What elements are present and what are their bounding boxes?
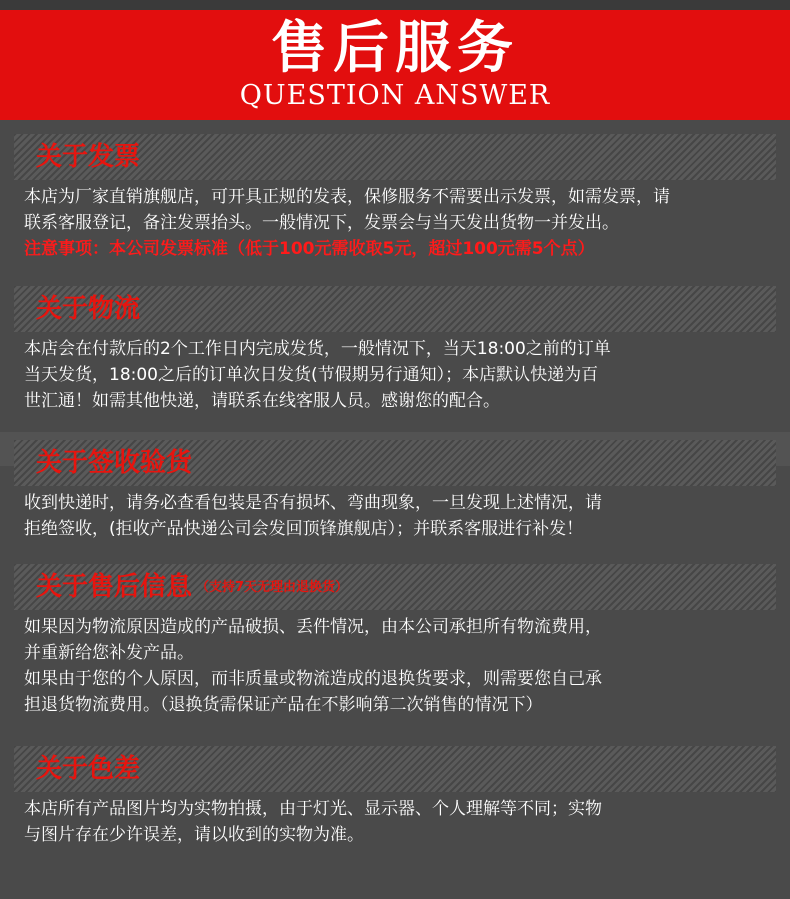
section-body <box>24 796 772 848</box>
section-title: 关于发票 <box>36 142 141 172</box>
body-line: 本店为厂家直销旗舰店，可开具正规的发表，保修服务不需要出示发票，如需发票，请 <box>24 187 670 207</box>
section-header <box>14 440 776 486</box>
section-header <box>14 286 776 332</box>
body-line: 担退货物流费用。（退换货需保证产品在不影响第二次销售的情况下） <box>24 695 543 715</box>
section-title: 关于物流 <box>36 294 141 324</box>
section-body <box>24 614 772 718</box>
section-header <box>14 746 776 792</box>
top-strip <box>0 0 790 10</box>
body-line: 并重新给您补发产品。 <box>24 643 194 663</box>
warning-line: 注意事项：本公司发票标准（低于100元需收取5元，超过100元需5个点） <box>24 239 595 259</box>
section-title-text: 关于售后信息 <box>36 572 193 602</box>
banner-subtitle: QUESTION ANSWER <box>239 80 551 111</box>
body-line: 如果由于您的个人原因，而非质量或物流造成的退换货要求，则需要您自己承 <box>24 669 602 689</box>
section-header <box>14 564 776 610</box>
body-line: 与图片存在少许误差，请以收到的实物为准。 <box>24 825 364 845</box>
body-line: 拒绝签收，(拒收产品快递公司会发回顶锋旗舰店）；并联系客服进行补发！ <box>24 519 584 539</box>
section-title <box>36 570 348 605</box>
body-line: 本店所有产品图片均为实物拍摄，由于灯光、显示器、个人理解等不同；实物 <box>24 799 602 819</box>
section-body <box>24 336 772 414</box>
section-body <box>24 490 772 542</box>
body-line: 如果因为物流原因造成的产品破损、丢件情况，由本公司承担所有物流费用， <box>24 617 602 637</box>
section-header <box>14 134 776 180</box>
body-line: 联系客服登记，备注发票抬头。一般情况下，发票会与当天发出货物一并发出。 <box>24 213 619 233</box>
section-title: 关于色差 <box>36 754 141 784</box>
section-body <box>24 184 772 262</box>
banner-title: 售后服务 <box>271 16 519 81</box>
body-line: 本店会在付款后的2个工作日内完成发货，一般情况下，当天18:00之前的订单 <box>24 339 611 359</box>
header-banner <box>0 10 790 120</box>
section-title: 关于签收验货 <box>36 448 193 478</box>
body-line: 收到快递时，请务必查看包装是否有损坏、弯曲现象，一旦发现上述情况，请 <box>24 493 602 513</box>
section-note: （支持7天无理由退换货） <box>196 579 349 595</box>
body-line: 当天发货，18:00之后的订单次日发货(节假期另行通知）；本店默认快递为百 <box>24 365 599 385</box>
body-line: 世汇通！如需其他快递，请联系在线客服人员。感谢您的配合。 <box>24 391 500 411</box>
